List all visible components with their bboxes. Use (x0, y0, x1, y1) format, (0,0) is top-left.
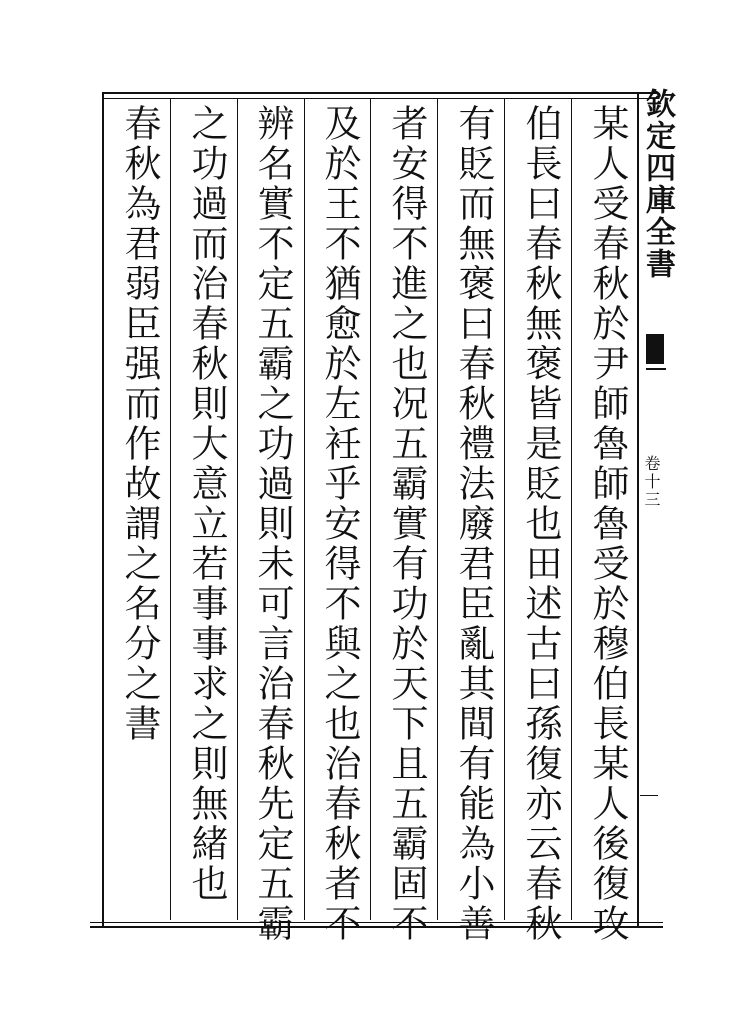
fishtail-line (646, 368, 666, 370)
text-column-4: 者安得不進之也况五霸實有功於天下且五霸固不 (385, 104, 428, 944)
text-column-5: 及於王不猶愈於左衽乎安得不與之也治春秋者不 (318, 104, 361, 944)
column-divider (504, 98, 505, 920)
left-border (102, 92, 104, 928)
text-column-6: 辨名實不定五霸之功過則未可言治春秋先定五霸 (251, 104, 294, 944)
top-border (102, 92, 657, 94)
text-column-3: 有貶而無褒曰春秋禮法廢君臣亂其間有能為小善 (452, 104, 495, 944)
bottom-border (90, 926, 663, 928)
column-divider (304, 98, 305, 920)
margin-tick (640, 795, 658, 796)
volume-label: 卷十三 (642, 455, 661, 509)
text-column-2: 伯長曰春秋無褒皆是貶也田述古曰孫復亦云春秋 (519, 104, 562, 944)
text-column-1: 某人受春秋於尹師魯師魯受於穆伯長某人後復攻 (586, 104, 629, 944)
book-title: 欽定四庫全書 (640, 88, 675, 280)
fishtail-mark (646, 334, 664, 364)
text-column-7: 之功過而治春秋則大意立若事事求之則無緒也 (185, 104, 228, 904)
column-divider (370, 98, 371, 920)
top-border-inner (102, 98, 657, 99)
text-column-8: 春秋為君弱臣强而作故謂之名分之書 (118, 104, 161, 744)
bottom-border-inner (90, 922, 663, 923)
column-divider (170, 98, 171, 920)
column-divider (237, 98, 238, 920)
column-divider (437, 98, 438, 920)
column-divider (571, 98, 572, 920)
margin-edge-line (637, 92, 639, 928)
